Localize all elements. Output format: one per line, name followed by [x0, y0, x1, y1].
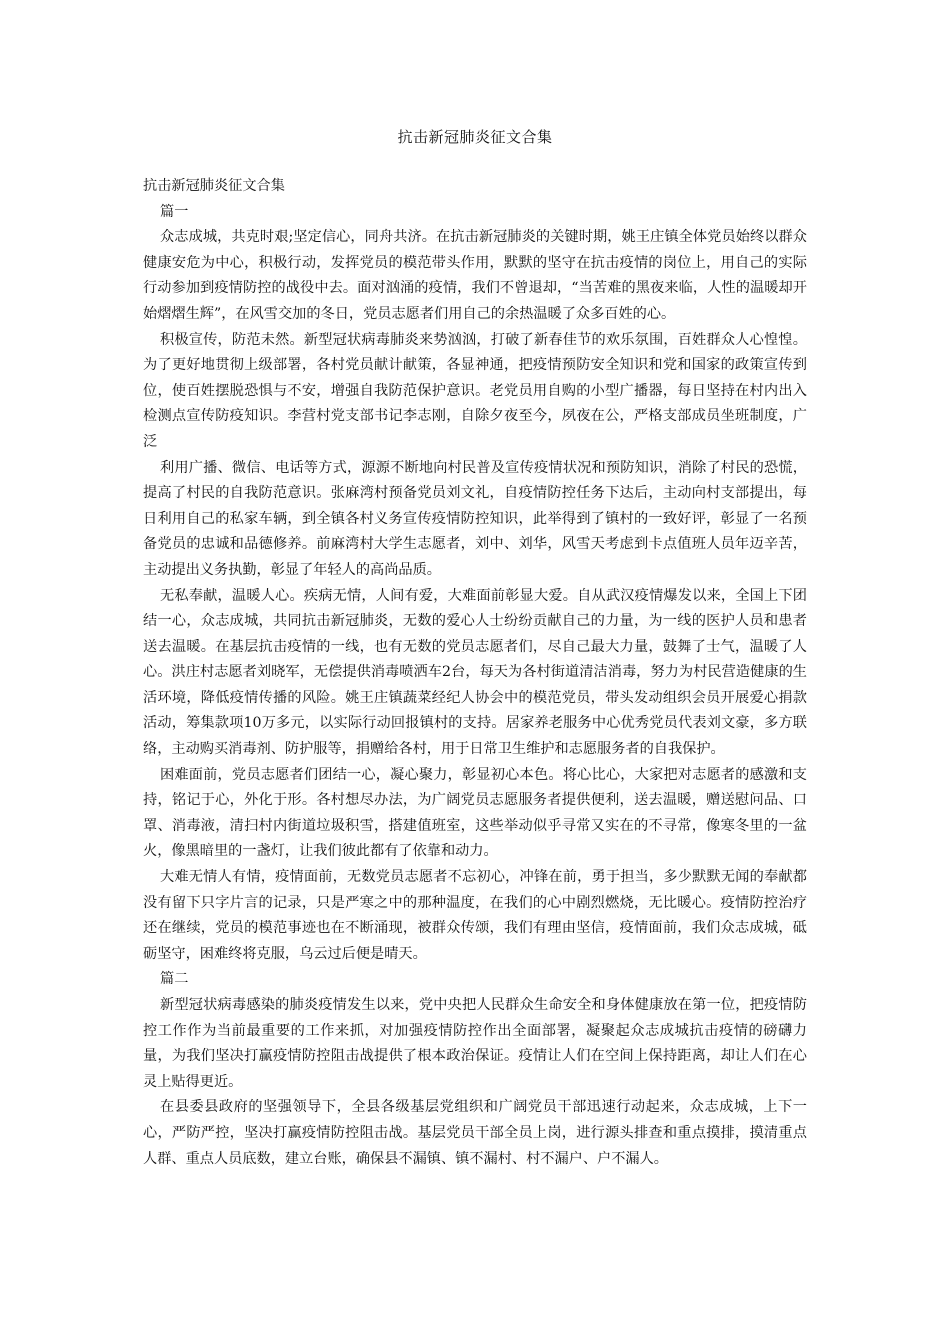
paragraph: 困难面前，党员志愿者们团结一心，凝心聚力，彰显初心本色。将心比心，大家把对志愿者的感激和支持，铭记于心，外化于形。各村想尽办法，为广阔党员志愿服务者提供便利，送去温暖，赠送慰问品、口罩、消毒液，清扫村内街道垃圾积雪，搭建值班室，这些举动似乎寻常又实在的不寻常，像寒冬里的一盆火，像黑暗里的一盏灯，让我们彼此都有了依靠和动力。	[143, 766, 807, 860]
paragraph: 利用广播、微信、电话等方式，源源不断地向村民普及宣传疫情状况和预防知识，消除了村民的恐慌，提高了村民的自我防范意识。张麻湾村预备党员刘文礼，自疫情防控任务下达后，主动向村支部提出，每日利用自己的私家车辆，到全镇各村义务宣传疫情防控知识，此举得到了镇村的一致好评，彰显了一名预备党员的忠诚和品德修养。前麻湾村大学生志愿者，刘中、刘华，风雪天考虑到卡点值班人员年迈辛苦，主动提出义务执勤，彰显了年轻人的高尚品质。	[143, 459, 807, 578]
paragraph: 在县委县政府的坚强领导下，全县各级基层党组织和广阔党员干部迅速行动起来，众志成城，上下一心，严防严控，坚决打赢疫情防控阻击战。基层党员干部全员上岗，进行源头排查和重点摸排，摸清重点人群、重点人员底数，建立台账，确保县不漏镇、镇不漏村、村不漏户、户不漏人。	[143, 1099, 807, 1167]
section-label-2: 篇二	[160, 971, 189, 988]
document-body	[143, 174, 807, 1172]
document-subtitle: 抗击新冠肺炎征文合集	[143, 178, 285, 194]
paragraph: 积极宣传，防范未然。新型冠状病毒肺炎来势汹汹，打破了新春佳节的欢乐氛围，百姓群众人心惶惶。为了更好地贯彻上级部署，各村党员献计献策，各显神通，把疫情预防安全知识和党和国家的政策宣传到位，使百姓摆脱恐惧与不安，增强自我防范保护意识。老党员用自购的小型广播器，每日坚持在村内出入检测点宣传防疫知识。李营村党支部书记李志刚，自除夕夜至今，夙夜在公，严格支部成员坐班制度，广泛	[143, 331, 807, 450]
paragraph: 众志成城，共克时艰;坚定信心，同舟共济。在抗击新冠肺炎的关键时期，姚王庄镇全体党员始终以群众健康安危为中心，积极行动，发挥党员的模范带头作用，默默的坚守在抗击疫情的岗位上，用自己的实际行动参加到疫情防控的战役中去。面对汹涌的疫情，我们不曾退却，“当苦难的黑夜来临，人性的温暖却开始熠熠生辉”，在风雪交加的冬日，党员志愿者们用自己的余热温暖了众多百姓的心。	[143, 229, 807, 322]
paragraph: 大难无情人有情，疫情面前，无数党员志愿者不忘初心，冲锋在前，勇于担当，多少默默无闻的奉献都没有留下只字片言的记录，只是严寒之中的那种温度，在我们的心中剧烈燃烧，无比暖心。疫情防控治疗还在继续，党员的模范事迹也在不断涌现，被群众传颂，我们有理由坚信，疫情面前，我们众志成城，砥砺坚守，困难终将克服，乌云过后便是晴天。	[143, 869, 807, 962]
paragraph: 无私奉献，温暖人心。疾病无情，人间有爱，大难面前彰显大爱。自从武汉疫情爆发以来，全国上下团结一心，众志成城，共同抗击新冠肺炎，无数的爱心人士纷纷贡献自己的力量，为一线的医护人员和患者送去温暖。在基层抗击疫情的一线，也有无数的党员志愿者们，尽自己最大力量，鼓舞了士气，温暖了人心。洪庄村志愿者刘晓军，无偿提供消毒喷洒车2台，每天为各村街道清洁消毒，努力为村民营造健康的生活环境，降低疫情传播的风险。姚王庄镇蔬菜经纪人协会中的模范党员，带头发动组织会员开展爱心捐款活动，筹集款项10万多元，以实际行动回报镇村的支持。居家养老服务中心优秀党员代表刘文豪，多方联络，主动购买消毒剂、防护服等，捐赠给各村，用于日常卫生维护和志愿服务者的自我保护。	[143, 587, 807, 758]
paragraph: 新型冠状病毒感染的肺炎疫情发生以来，党中央把人民群众生命安全和身体健康放在第一位，把疫情防控工作作为当前最重要的工作来抓，对加强疫情防控作出全面部署，凝聚起众志成城抗击疫情的磅礴力量，为我们坚决打赢疫情防控阻击战提供了根本政治保证。疫情让人们在空间上保持距离，却让人们在心灵上贴得更近。	[143, 997, 807, 1090]
section-label-1: 篇一	[160, 203, 189, 220]
document-title: 抗击新冠肺炎征文合集	[397, 128, 553, 146]
